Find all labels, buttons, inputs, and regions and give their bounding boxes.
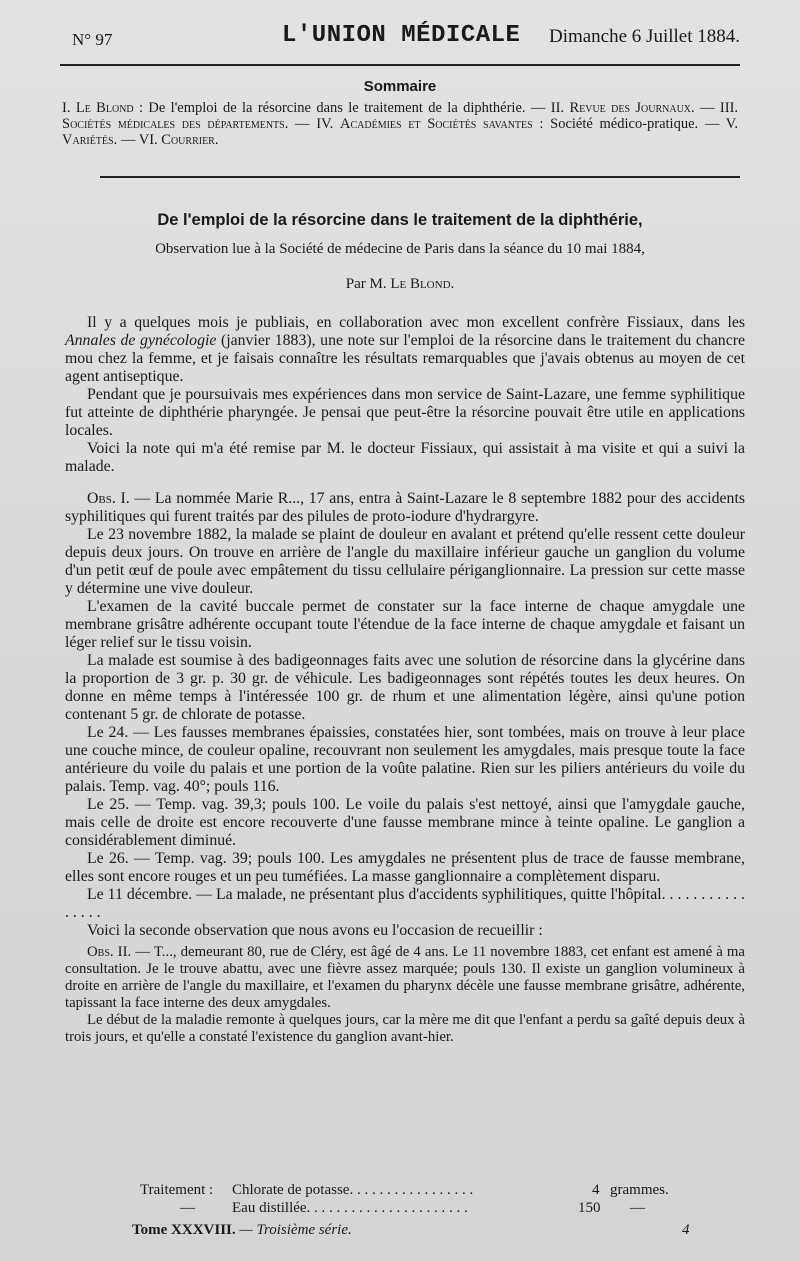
issue-date: Dimanche 6 Juillet 1884. — [548, 26, 740, 47]
article-byline — [60, 276, 740, 293]
article-subtitle: Observation lue à la Société de médecine de Paris dans la séance du 10 mai 1884, — [155, 241, 645, 257]
prescription-unit: — — [630, 1200, 645, 1216]
summary-item-label: Variétés. — [62, 132, 118, 148]
summary-item-author: Le Blond — [75, 100, 134, 116]
byline-author: Le Blond. — [390, 276, 455, 292]
summary-item-label: Sociétés médicales des départements. — [62, 116, 289, 132]
paragraph: La malade est soumise à des badigeonnages faits avec une solution de résorcine dans la glycérine dans la proportion de 3 gr. p. 30 gr. de véhicule. Les badigeonnages sont répétés toutes les deux heures. On donne en même temps à l'intéressée 100 gr. de rhum et une alimentation légère, ainsi qu'une potion contenant 5 gr. de chlorate de potasse. — [65, 652, 745, 723]
summary-item-roman: I. — [62, 100, 71, 116]
observation-label: Obs. II. — [87, 944, 132, 960]
observation-label: Obs. I. — [87, 490, 130, 507]
paragraph: Voici la note qui m'a été remise par M. le docteur Fissiaux, qui assistait à ma visite et qui a suivi la malade. — [65, 440, 745, 475]
article-title: De l'emploi de la résorcine dans le traitement de la diphthérie, — [157, 211, 643, 229]
paragraph: Voici la seconde observation que nous avons eu l'occasion de recueillir : — [87, 922, 543, 939]
summary-item-text: De l'emploi de la résorcine dans le traitement de la diphthérie. — [148, 100, 526, 116]
issue-number: N° 97 — [72, 30, 113, 49]
byline-prefix: Par M. — [345, 276, 387, 292]
header-rule — [60, 64, 740, 66]
summary-item-label: Académies et Sociétés savantes — [340, 116, 533, 132]
paragraph: Le 23 novembre 1882, la malade se plaint de douleur en avalant et prétend qu'elle ressent cette douleur depuis deux jours. On trouve en arrière de l'angle du maxillaire inférieur gauche un ganglion du volume d'un petit œuf de poule avec empâtement du tissu cellulaire périganglionnaire. La pression sur cette masse y détermine une vive douleur. — [65, 526, 745, 597]
paragraph: L'examen de la cavité buccale permet de constater sur la face interne de chaque amygdale une membrane grisâtre adhérente occupant toute l'étendue de la face interne de chaque amygdale et faisant un léger relief sur le tissu voisin. — [65, 598, 745, 651]
page-header — [60, 20, 740, 56]
summary-contents: I. Le Blond : De l'emploi de la résorcine dans le traitement de la diphthérie. — II. Revue des Journaux. — III. Sociétés médicales des départements. — IV. Académies et Sociétés savantes : Société médico-pratique. — V. Variétés. — VI. Courrier. — [62, 100, 739, 148]
paragraph-observation: Obs. II. — T..., demeurant 80, rue de Cléry, est âgé de 4 ans. Le 11 novembre 1883, cet enfant est amené à ma consultation. Je le trouve abattu, avec une fièvre assez marquée; pouls 130. Il existe un ganglion volumineux à droite en arrière de l'angle du maxillaire, et l'examen du pharynx décèle une fausse membrane grisâtre, adhérente, tapissant la face interne des deux amygdales. — [65, 944, 746, 1011]
prescription-quantity: 4 — [592, 1182, 600, 1198]
footer-series: — Troisième série. — [239, 1222, 352, 1238]
prescription-lead: — — [180, 1200, 195, 1216]
prescription-unit: grammes. — [610, 1182, 669, 1198]
summary-item-text: Société médico-pratique. — [550, 116, 699, 132]
prescription-item: Chlorate de potasse. . . . . . . . . . . . . . . . . — [232, 1182, 474, 1198]
paragraph-observation: Obs. I. — La nommée Marie R..., 17 ans, entra à Saint-Lazare le 8 septembre 1882 pour des accidents syphilitiques qui furent traités par des pilules de proto-iodure d'hydrargyre. — [65, 490, 745, 525]
summary-item-label: Courrier. — [161, 132, 219, 148]
journal-name: Annales de gynécologie — [65, 332, 217, 349]
summary-item-roman: V. — [725, 116, 739, 132]
prescription-item: Eau distillée. . . . . . . . . . . . . . . . . . . . . . — [232, 1200, 468, 1216]
prescription-line — [140, 1182, 740, 1200]
page-footer — [132, 1222, 352, 1239]
summary-item-label: Revue des Journaux. — [569, 100, 695, 116]
paragraph: Le 24. — Les fausses membranes épaissies, constatées hier, sont tombées, mais on trouve à leur place une couche mince, de couleur opaline, recouvrant non seulement les amygdales, mais presque toute la face antérieure du voile du palais et une portion de la voûte palatine. Rien sur les piliers antérieurs du voile du palais. Temp. vag. 40°; pouls 116. — [65, 724, 745, 795]
prescription-line — [140, 1200, 740, 1218]
paragraph: Le 26. — Temp. vag. 39; pouls 100. Les amygdales ne présentent plus de trace de fausse membrane, elles sont encore rouges et un peu tuméfiées. La masse ganglionnaire a complètement disparu. — [65, 850, 745, 885]
summary-title: Sommaire — [363, 78, 437, 95]
summary-item-roman: III. — [719, 100, 739, 116]
journal-title: L'UNION MÉDICALE — [282, 22, 521, 49]
paragraph: Le 25. — Temp. vag. 39,3; pouls 100. Le voile du palais s'est nettoyé, ainsi que l'amygdale gauche, mais celle de droite est encore recouverte d'une fausse membrane mince à teinte opaline. Le ganglion a considérablement diminué. — [65, 796, 745, 849]
paragraph: Il y a quelques mois je publiais, en collaboration avec mon excellent confrère Fissiaux, dans les Annales de gynécologie (janvier 1883), une note sur l'emploi de la résorcine dans le traitement du chancre mou chez la femme, et je faisais connaître les résultats remarquables que j'avais obtenus au moyen de cet agent antiseptique. — [65, 314, 745, 385]
paragraph: Pendant que je poursuivais mes expériences dans mon service de Saint-Lazare, une femme syphilitique fut atteinte de diphthérie pharyngée. Je pensai que peut-être la résorcine pouvait être utile en applications locales. — [65, 386, 745, 439]
paragraph: Le début de la maladie remonte à quelques jours, car la mère me dit que l'enfant a perdu sa gaîté depuis deux à trois jours, et qu'elle a constaté l'existence du ganglion avant-hier. — [65, 1012, 745, 1045]
summary-item-roman: IV. — [316, 116, 334, 132]
paragraph: Le 11 décembre. — La malade, ne présentant plus d'accidents syphilitiques, quitte l'hôpital. . . . . . . . . . . . . . . . — [65, 886, 745, 921]
prescription-quantity: 150 — [578, 1200, 601, 1216]
footer-tome: Tome XXXVIII. — [132, 1222, 236, 1238]
summary-item-roman: VI. — [138, 132, 158, 148]
summary-item-roman: II. — [550, 100, 565, 116]
article-body — [65, 314, 745, 1046]
page-number: 4 — [682, 1222, 690, 1238]
summary-rule — [100, 176, 740, 178]
prescription-lead: Traitement : — [140, 1182, 214, 1198]
